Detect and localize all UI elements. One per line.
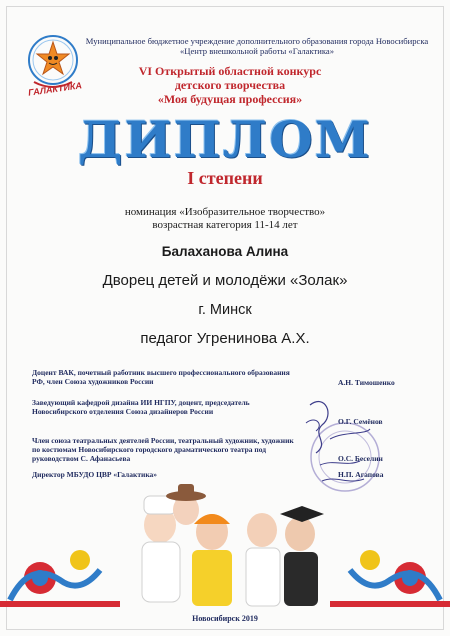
recipient-city: г. Минск — [198, 302, 252, 318]
nomination-block — [0, 206, 450, 232]
contest-title — [90, 64, 370, 106]
diploma-heading: ДИПЛОМ — [77, 110, 373, 169]
org-line-1: Муниципальное бюджетное учреждение дополнительного образования города Новосибирска — [85, 36, 429, 46]
signatory-2-title: Заведующий кафедрой дизайна ИИ НГПУ, доцент, председатель Новосибирского отделения Союза дизайнеров России — [32, 398, 250, 416]
contest-line-2: детского творчества — [174, 78, 286, 92]
contest-line-3: «Моя будущая профессия» — [157, 92, 303, 106]
folk-ornament-right — [330, 550, 450, 604]
signatory-3-title: Член союза театральных деятелей России, театральный художник, художник по костюмам Новосибирского городского драматического театра под руководством С. Афанасьева — [32, 436, 294, 463]
galaktika-logo — [22, 32, 84, 100]
child-doctor — [246, 513, 280, 606]
recipient-name: Балаханова Алина — [161, 244, 289, 259]
children-professions-illustration — [0, 470, 450, 610]
recipient-institution: Дворец детей и молодёжи «Золак» — [102, 272, 348, 289]
teacher-name: педагог Угренинова А.Х. — [140, 330, 310, 347]
signatory-3-name: О.С. Беселин — [338, 454, 383, 463]
signatory-2-name: О.Г. Семёнов — [338, 417, 383, 426]
org-line-2: «Центр внешкольной работы «Галактика» — [179, 46, 335, 56]
child-builder — [192, 514, 232, 606]
signatory-4-name: Н.П. Агапова — [338, 470, 384, 479]
nomination-text: номинация «Изобразительное творчество» — [124, 206, 326, 218]
footer-city-year: Новосибирск 2019 — [192, 614, 258, 623]
folk-ornament-left — [0, 550, 120, 604]
logo-text: ГАЛАКТИКА — [27, 80, 83, 98]
age-category-text: возрастная категория 11-14 лет — [152, 219, 298, 231]
degree-heading: I степени — [187, 168, 263, 188]
contest-line-1: VI Открытый областной конкурс — [138, 64, 322, 78]
organization-header — [84, 36, 430, 56]
signatory-1-title: Доцент ВАК, почетный работник высшего профессионального образования РФ, член Союза художников России — [32, 368, 290, 386]
signatory-1-name: А.Н. Тимошенко — [338, 378, 395, 387]
child-graduate — [280, 506, 324, 606]
signatory-4-title: Директор МБУДО ЦВР «Галактика» — [32, 470, 158, 479]
